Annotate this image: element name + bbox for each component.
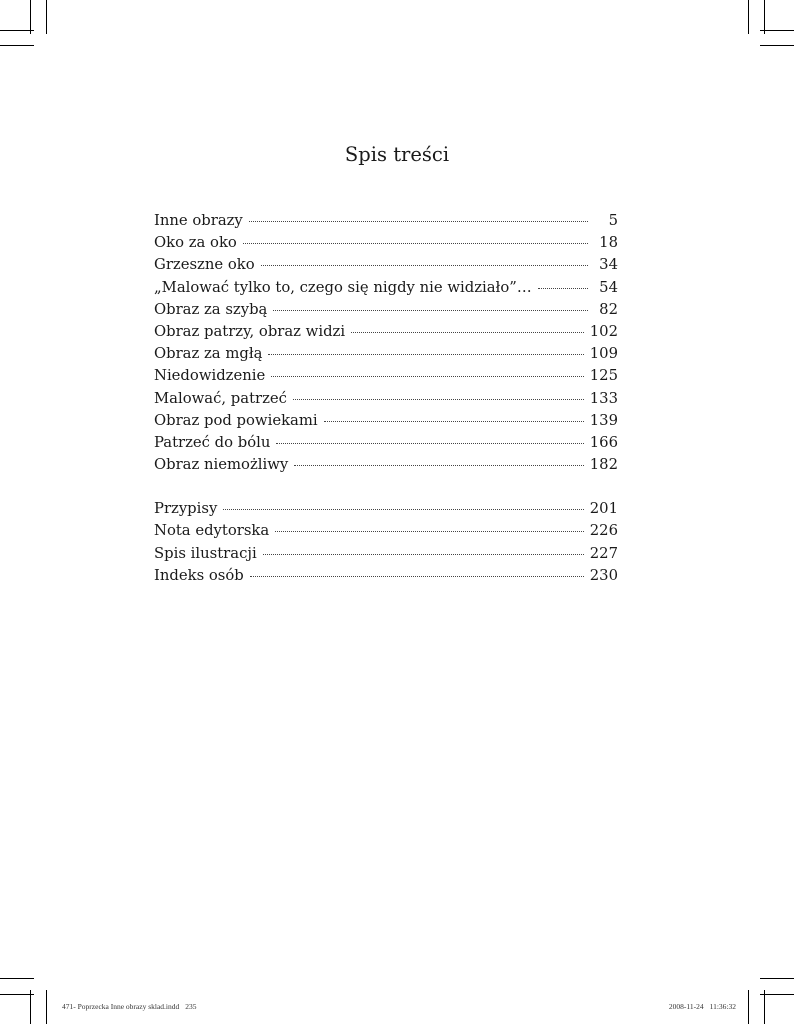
toc-entry-title: Spis ilustracji: [154, 544, 257, 562]
toc-entry: [154, 520, 618, 542]
dot-leader: [324, 421, 584, 422]
page-title: Spis treści: [344, 143, 450, 166]
toc-entry-page: 182: [589, 456, 618, 474]
toc-entry-title: Obraz pod powiekami: [154, 411, 318, 429]
crop-mark: [760, 994, 794, 995]
toc-entry-title: Indeks osób: [154, 566, 244, 584]
crop-mark: [748, 990, 749, 1024]
dot-leader: [223, 509, 583, 510]
crop-mark: [0, 978, 34, 979]
toc-entry-title: Inne obrazy: [154, 212, 243, 229]
toc-entry: [154, 388, 618, 410]
toc-entry-title: Grzeszne oko: [154, 256, 255, 274]
slug-date: 2008-11-24: [668, 1002, 704, 1011]
toc-entry-page: 54: [599, 278, 618, 296]
dot-leader: [243, 243, 588, 244]
crop-mark: [46, 0, 47, 34]
toc-entry: [154, 432, 618, 454]
toc-entry-page: 34: [599, 256, 618, 274]
toc-entry-page: 139: [589, 411, 618, 429]
toc-entry-title: Niedowidzenie: [154, 367, 266, 385]
dot-leader: [261, 265, 588, 266]
crop-mark: [0, 45, 34, 46]
toc-entry: [154, 232, 618, 254]
toc-entry-page: 102: [589, 322, 618, 340]
slug-filename: 471- Poprzecka Inne obrazy sklad.indd: [62, 1002, 180, 1011]
toc-entry-title: Patrzeć do bólu: [154, 433, 271, 451]
dot-leader: [293, 399, 584, 400]
dot-leader: [276, 443, 583, 444]
dot-leader: [275, 531, 584, 532]
toc-entry: [154, 254, 618, 276]
dot-leader: [294, 465, 584, 466]
slug-time: 11:36:32: [709, 1002, 736, 1011]
toc-entry-page: 109: [589, 345, 618, 363]
dot-leader: [351, 332, 584, 333]
dot-leader: [538, 288, 588, 289]
toc-entry-title: Obraz patrzy, obraz widzi: [154, 322, 346, 340]
toc-entry-page: 82: [599, 300, 618, 318]
print-slug-file: [62, 1002, 197, 1011]
toc-entry: [154, 321, 618, 343]
crop-mark: [0, 30, 34, 31]
toc-entry-title: Przypisy: [154, 500, 218, 518]
toc-entry-page: 166: [589, 433, 618, 451]
toc-entry-title: Obraz niemożliwy: [154, 456, 289, 474]
toc-entry: [154, 498, 618, 520]
toc-entry: [154, 277, 618, 299]
crop-mark: [760, 978, 794, 979]
crop-mark: [0, 994, 34, 995]
crop-mark: [764, 0, 765, 34]
toc-entry-title: Oko za oko: [154, 234, 237, 252]
print-slug-timestamp: [669, 1002, 736, 1011]
table-of-contents: [154, 210, 618, 587]
toc-entry-title: Nota edytorska: [154, 522, 270, 540]
dot-leader: [249, 221, 588, 222]
toc-entry-page: 5: [608, 212, 618, 229]
toc-entry: [154, 365, 618, 387]
crop-mark: [46, 990, 47, 1024]
toc-entry: [154, 343, 618, 365]
dot-leader: [250, 576, 584, 577]
dot-leader: [263, 554, 584, 555]
slug-page-number: 235: [185, 1002, 197, 1011]
crop-mark: [748, 0, 749, 34]
crop-mark: [30, 0, 31, 34]
dot-leader: [273, 310, 588, 311]
section-gap: [154, 476, 618, 498]
dot-leader: [268, 354, 583, 355]
dot-leader: [271, 376, 583, 377]
toc-entry-page: 227: [589, 544, 618, 562]
toc-entry: [154, 210, 618, 232]
toc-entry-page: 125: [589, 367, 618, 385]
toc-entry: [154, 410, 618, 432]
toc-entry: [154, 454, 618, 476]
toc-entry-page: 201: [589, 500, 618, 518]
toc-entry-page: 230: [589, 566, 618, 584]
toc-entry-page: 133: [589, 389, 618, 407]
crop-mark: [30, 990, 31, 1024]
toc-entry-title: Obraz za mgłą: [154, 345, 263, 363]
toc-entry: [154, 565, 618, 587]
toc-entry-page: 18: [599, 234, 618, 252]
crop-mark: [764, 990, 765, 1024]
crop-mark: [760, 45, 794, 46]
toc-entry: [154, 543, 618, 565]
toc-entry-title: „Malować tylko to, czego się nigdy nie widziało”…: [154, 278, 532, 296]
toc-entry-page: 226: [589, 522, 618, 540]
crop-mark: [760, 30, 794, 31]
toc-entry-title: Obraz za szybą: [154, 300, 268, 318]
toc-entry: [154, 299, 618, 321]
toc-entry-title: Malować, patrzeć: [154, 389, 287, 407]
